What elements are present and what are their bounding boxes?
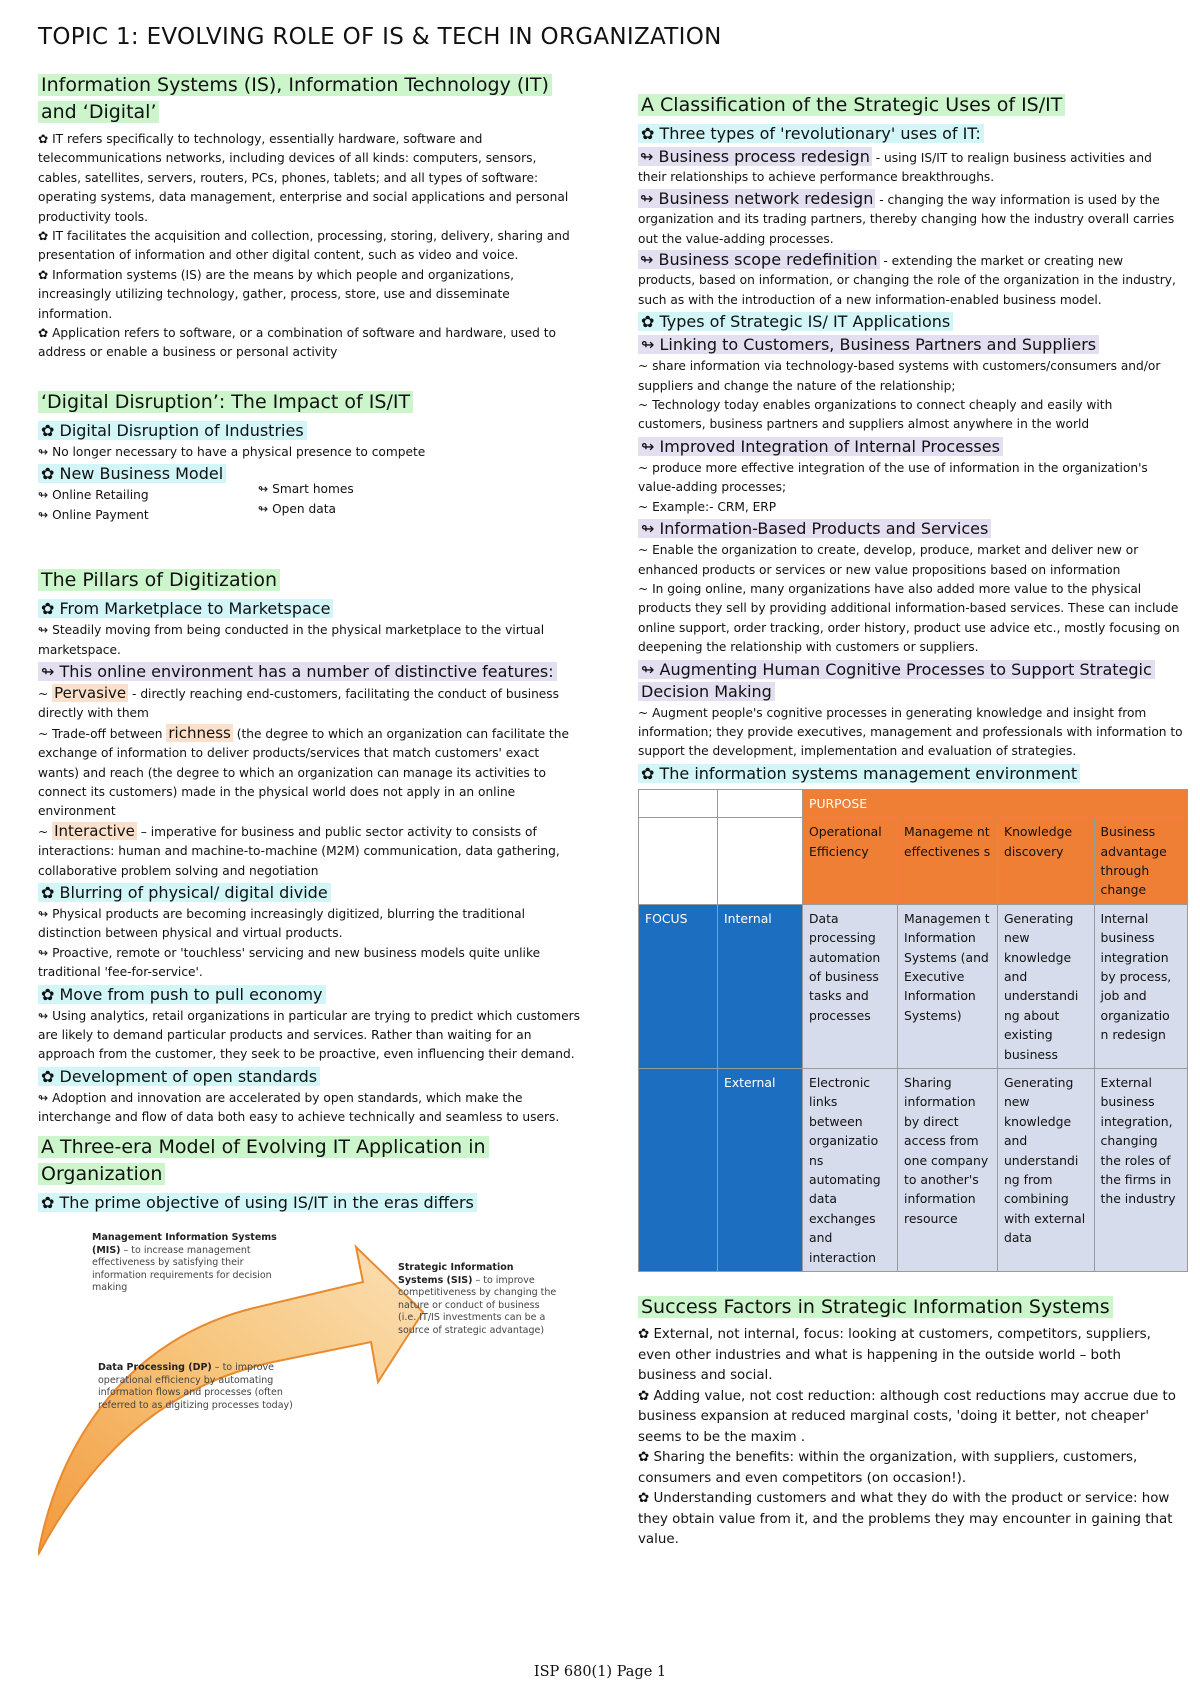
col-header: Business advantage through change [1094, 818, 1187, 905]
item-process-redesign: ↬ Business process redesign - using IS/IT to realign business activities and their relationships to achieve performance breakthroughs. [638, 147, 1152, 185]
sub-three-types: ✿ Three types of 'revolutionary' uses of IT: [638, 124, 984, 143]
section-three-era-heading: A Three-era Model of Evolving IT Application in Organization [38, 1134, 583, 1188]
three-era-diagram [38, 1212, 583, 1572]
sub-open-standards: ✿ Development of open standards [38, 1067, 320, 1086]
sub-strategic-applications: ✿ Types of Strategic IS/ IT Applications [638, 312, 953, 331]
text-linking-2: ~ Technology today enables organizations to connect cheaply and easily with customers, business partners and suppliers almost anywhere in the world [638, 398, 1113, 432]
era-dp-label: Data Processing (DP) – to improve operational efficiency by automating information flows and processes (often referred to as digitizing processes today) [98, 1362, 293, 1411]
bullet-application-definition: ✿ Application refers to software, or a combination of software and hardware, used to address or enable a business or personal activity [38, 326, 556, 360]
table-row [639, 904, 1188, 1068]
table-cell: Data processing automation of business tasks and processes [803, 904, 898, 1068]
app-internal-integration: ↬ Improved Integration of Internal Processes [638, 437, 1003, 456]
text-blurring-1: ↬ Physical products are becoming increasingly digitized, blurring the traditional distinction between physical and virtual products. [38, 906, 526, 941]
bullet-it-definition: ✿ IT refers specifically to technology, essentially hardware, software and telecommunications networks, including devices of all kinds: computers, sensors, cables, satellites, servers, routers, PCs, phones, tablets; and all types of software: operating systems, data management, enterprise and social applications and personal productivity tools. [38, 132, 569, 224]
success-understanding-customers: ✿ Understanding customers and what they do with the product or service: how they obtain value from it, and the problems they may encounter in gaining that value. [638, 1491, 1173, 1548]
sub-new-business-model: ✿ New Business Model [38, 464, 226, 483]
right-column [638, 92, 1183, 1551]
list-item: ↬ Smart homes [258, 482, 354, 497]
row-header: External [718, 1069, 803, 1272]
table-cell: Managemen t Information Systems (and Executive Information Systems) [898, 904, 998, 1068]
bullet-it-facilitates: ✿ IT facilitates the acquisition and collection, processing, storing, delivery, sharing and presentation of information and other digital content, such as video and voice. [38, 229, 570, 263]
text-integration-2: ~ Example:- CRM, ERP [638, 499, 777, 514]
page-footer: ISP 680(1) Page 1 [533, 1664, 667, 1680]
business-model-list [38, 482, 583, 525]
sub-online-features: ↬ This online environment has a number of distinctive features: [38, 662, 557, 681]
text-no-physical-presence: ↬ No longer necessary to have a physical presence to compete [38, 444, 426, 459]
list-item: ↬ Online Payment [38, 507, 149, 522]
success-adding-value: ✿ Adding value, not cost reduction: although cost reductions may accrue due to business expansion at reduced marginal costs, 'doing it better, not cheaper' seems to be the maxim . [638, 1388, 1176, 1445]
feature-richness: ~ Trade-off between richness (the degree to which an organization can facilitate the exchange of information to deliver products/services that match customers' exact wants) and reach (the degree to which an organization can manage its activities to connect its customers) made in the physical world does not apply in an online environment [38, 723, 569, 819]
table-cell: Generating new knowledge and understandi ng about existing business [997, 904, 1094, 1068]
sub-push-pull: ✿ Move from push to pull economy [38, 985, 326, 1004]
text-info-products-2: ~ In going online, many organizations have also added more value to the physical products they sell by providing additional information-based services. These can include online support, order tracking, order history, product use advice etc., mostly focusing on deepening the relationship with customers or suppliers. [638, 581, 1180, 655]
item-scope-redefinition: ↬ Business scope redefinition - extending the market or creating new products, based on information, or changing the role of the organization in the industry, such as with the introduction of a new information-enabled business model. [638, 250, 1176, 307]
section-success-factors-heading: Success Factors in Strategic Information Systems [638, 1294, 1183, 1321]
text-cognitive: ~ Augment people's cognitive processes in generating knowledge and insight from information; they provide executives, management and professionals with information to support the development, implementation and evaluation of strategies. [638, 705, 1183, 759]
table-cell: Electronic links between organizatio ns automating data exchanges and interaction [803, 1069, 898, 1272]
feature-pervasive: ~ Pervasive - directly reaching end-customers, facilitating the conduct of business directly with them [38, 683, 560, 721]
item-network-redesign: ↬ Business network redesign - changing the way information is used by the organization and its trading partners, thereby changing how the industry overall carries out the value-adding processes. [638, 188, 1175, 246]
table-cell: External business integration, changing the roles of the firms in the industry [1094, 1069, 1187, 1272]
left-column [38, 72, 583, 1215]
table-cell: Sharing information by direct access from one company to another's information resource [898, 1069, 998, 1272]
list-item: ↬ Online Retailing [38, 488, 149, 503]
text-blurring-2: ↬ Proactive, remote or 'touchless' servicing and new business models quite unlike traditional 'fee-for-service'. [38, 945, 541, 980]
sub-blurring-divide: ✿ Blurring of physical/ digital divide [38, 883, 331, 902]
section-classification-heading: A Classification of the Strategic Uses of IS/IT [638, 92, 1183, 119]
focus-header: FOCUS [639, 904, 718, 1068]
app-cognitive: ↬ Augmenting Human Cognitive Processes to Support Strategic Decision Making [638, 659, 1183, 703]
sub-marketplace-marketspace: ✿ From Marketplace to Marketspace [38, 599, 333, 618]
is-management-matrix [638, 789, 1188, 1272]
era-sis-label: Strategic Information Systems (SIS) – to improve competitiveness by changing the nature or conduct of business (i.e. IT/IS investments can be a source of strategic advantage) [398, 1262, 557, 1336]
section-pillars-heading: The Pillars of Digitization [38, 567, 583, 594]
table-cell: Internal business integration by process, job and organizatio n redesign [1094, 904, 1187, 1068]
sub-management-environment: ✿ The information systems management environment [638, 764, 1080, 783]
bullet-is-definition: ✿ Information systems (IS) are the means by which people and organizations, increasingly utilizing technology, gather, process, store, use and disseminate information. [38, 267, 514, 321]
text-integration-1: ~ produce more effective integration of the use of information in the organization's value-adding processes; [638, 460, 1148, 495]
text-push-pull: ↬ Using analytics, retail organizations in particular are trying to predict which customers are likely to demand particular products and services. Rather than waiting for an approach from the customer, they seek to be proactive, even influencing their demand. [38, 1008, 580, 1062]
col-header: Manageme nt effectivenes s [898, 818, 998, 905]
table-row [639, 789, 1188, 817]
table-row [639, 818, 1188, 905]
section-digital-disruption-heading: ‘Digital Disruption’: The Impact of IS/IT [38, 389, 583, 416]
feature-interactive: ~ Interactive – imperative for business and public sector activity to consists of interactions: human and machine-to-machine (M2M) communication, data gathering, collaborative problem solving and negotiation [38, 821, 560, 878]
table-cell: Generating new knowledge and understandi ng from combining with external data [997, 1069, 1094, 1272]
text-marketspace: ↬ Steadily moving from being conducted in the physical marketplace to the virtual marketspace. [38, 623, 545, 657]
sub-prime-objective: ✿ The prime objective of using IS/IT in the eras differs [38, 1193, 477, 1212]
page-title: TOPIC 1: EVOLVING ROLE OF IS & TECH IN ORGANIZATION [38, 24, 722, 50]
text-info-products-1: ~ Enable the organization to create, develop, produce, market and deliver new or enhanced products or services or new value propositions based on information [638, 543, 1139, 577]
col-header: Knowledge discovery [997, 818, 1094, 905]
text-open-standards: ↬ Adoption and innovation are accelerated by open standards, which make the interchange and flow of data both easy to achieve technically and seamless to users. [38, 1090, 560, 1125]
row-header: Internal [718, 904, 803, 1068]
success-sharing-benefits: ✿ Sharing the benefits: within the organization, with suppliers, customers, consumers and even competitors (on occasion!). [638, 1450, 1138, 1486]
app-linking-customers: ↬ Linking to Customers, Business Partners and Suppliers [638, 335, 1099, 354]
sub-digital-disruption-industries: ✿ Digital Disruption of Industries [38, 421, 307, 440]
list-item: ↬ Open data [258, 501, 336, 516]
section-is-it-heading: Information Systems (IS), Information Technology (IT) and ‘Digital’ [38, 72, 583, 126]
success-external-focus: ✿ External, not internal, focus: looking at customers, competitors, suppliers, even other industries and what is happening in the outside world – both business and social. [638, 1327, 1151, 1384]
app-info-products: ↬ Information-Based Products and Services [638, 519, 991, 538]
col-header: Operational Efficiency [803, 818, 898, 905]
purpose-header: PURPOSE [803, 789, 1188, 817]
text-linking-1: ~ share information via technology-based systems with customers/consumers and/or suppliers and change the nature of the relationship; [638, 359, 1161, 393]
table-row [639, 1069, 1188, 1272]
era-mis-label: Management Information Systems (MIS) – to increase management effectiveness by satisfying their information requirements for decision making [92, 1232, 277, 1293]
